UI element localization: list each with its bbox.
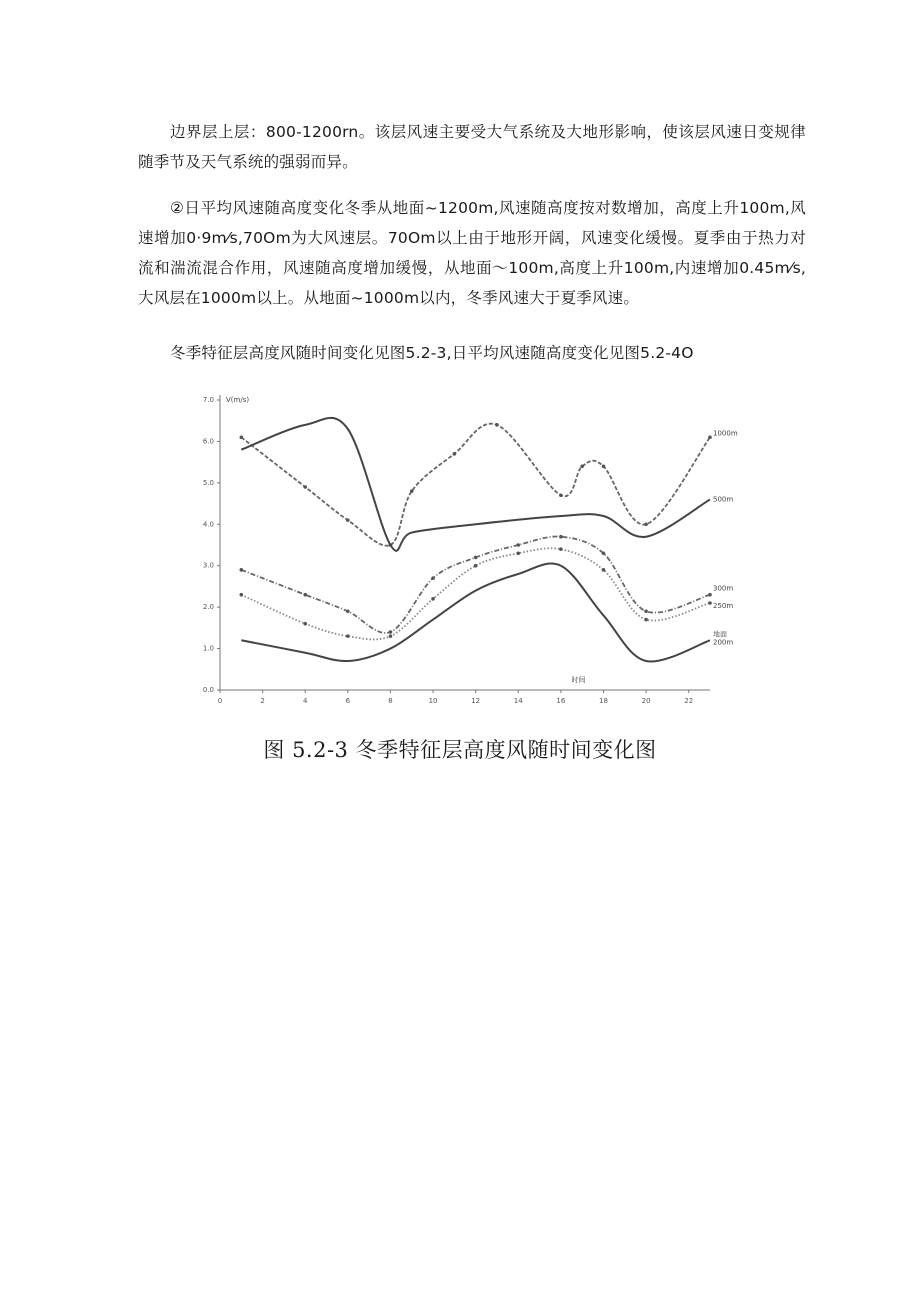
data-point bbox=[346, 518, 350, 522]
data-point bbox=[389, 630, 393, 634]
data-point bbox=[602, 551, 606, 555]
data-point bbox=[708, 435, 712, 439]
x-tick-label: 6 bbox=[345, 697, 351, 705]
data-point bbox=[303, 593, 307, 597]
data-point bbox=[708, 593, 712, 597]
x-axis-label: 时间 bbox=[571, 676, 586, 684]
y-tick-label: 2.0 bbox=[202, 603, 214, 612]
data-point bbox=[474, 556, 478, 560]
x-tick-label: 20 bbox=[641, 697, 651, 705]
data-point bbox=[602, 568, 606, 572]
series-label-地面: 地面 bbox=[713, 630, 727, 639]
x-tick-label: 12 bbox=[471, 697, 481, 705]
paragraph-wind-speed-height: ②日平均风速随高度变化冬季从地面~1200m,风速随高度按对数增加，高度上升100m,风速增加0·9m⁄s,70Om为大风速层。70Om以上由于地形开阔，风速变化缓慢。夏季由于热力对流和湍流混合作用，风速随高度增加缓慢，从地面～100m,高度上升100m,内速增加0.45m⁄s,大风层在1000m以上。从地面~1000m以内，冬季风速大于夏季风速。 bbox=[138, 199, 806, 307]
y-axis-label: V(m/s) bbox=[226, 396, 250, 404]
data-point bbox=[559, 493, 563, 497]
data-point bbox=[580, 464, 584, 468]
data-point bbox=[708, 601, 712, 605]
y-tick-label: 0.0 bbox=[202, 686, 214, 694]
data-point bbox=[559, 535, 563, 539]
data-point bbox=[303, 485, 307, 489]
x-tick-label: 22 bbox=[684, 697, 694, 705]
wind-speed-chart-svg bbox=[190, 380, 738, 720]
y-tick-label: 3.0 bbox=[202, 561, 214, 570]
wind-speed-chart bbox=[190, 380, 738, 720]
data-point bbox=[431, 576, 435, 580]
data-point bbox=[644, 618, 648, 622]
series-line-250m bbox=[241, 548, 710, 639]
x-tick-label: 8 bbox=[388, 697, 393, 705]
data-point bbox=[453, 452, 457, 456]
y-tick-label: 6.0 bbox=[202, 437, 214, 446]
x-tick-label: 10 bbox=[428, 697, 438, 705]
data-point bbox=[303, 622, 307, 626]
x-tick-label: 2 bbox=[260, 697, 265, 705]
y-tick-label: 5.0 bbox=[202, 478, 214, 487]
data-point bbox=[516, 543, 520, 547]
x-tick-label: 0 bbox=[217, 697, 223, 705]
x-tick-label: 4 bbox=[302, 697, 308, 705]
data-point bbox=[559, 547, 563, 551]
data-point bbox=[516, 551, 520, 555]
x-tick-label: 18 bbox=[599, 697, 608, 705]
figure-caption: 图 5.2-3 冬季特征层高度风随时间变化图 bbox=[263, 738, 657, 762]
data-point bbox=[644, 522, 648, 526]
series-label-1000m: 1000m bbox=[713, 429, 738, 438]
data-point bbox=[495, 423, 499, 427]
series-label-250m: 250m bbox=[713, 602, 734, 610]
series-line-1000m bbox=[241, 424, 710, 546]
data-point bbox=[410, 489, 414, 493]
data-point bbox=[431, 597, 435, 601]
data-point bbox=[346, 609, 350, 613]
data-point bbox=[602, 464, 606, 468]
data-point bbox=[240, 435, 244, 439]
data-point bbox=[240, 568, 244, 572]
series-extra-label: 200m bbox=[713, 638, 734, 647]
y-tick-label: 4.0 bbox=[202, 520, 214, 529]
data-point bbox=[474, 564, 478, 568]
series-line-500m bbox=[241, 418, 710, 551]
series-line-300m bbox=[241, 537, 710, 633]
x-tick-label: 14 bbox=[513, 697, 523, 705]
series-label-500m: 500m bbox=[713, 495, 734, 504]
series-label-300m: 300m bbox=[713, 584, 734, 593]
paragraph-figure-reference: 冬季特征层高度风随时间变化见图5.2-3,日平均风速随高度变化见图5.2-4O bbox=[170, 344, 694, 362]
series-line-地面 bbox=[241, 563, 710, 661]
x-tick-label: 16 bbox=[556, 697, 566, 705]
data-point bbox=[346, 634, 350, 638]
y-tick-label: 1.0 bbox=[202, 644, 214, 653]
paragraph-upper-boundary-layer: 边界层上层：800-1200rn。该层风速主要受大气系统及大地形影响，使该层风速日变规律随季节及天气系统的强弱而异。 bbox=[138, 123, 806, 171]
data-point bbox=[240, 593, 244, 597]
y-tick-label: 7.0 bbox=[202, 396, 214, 404]
data-point bbox=[644, 609, 648, 613]
data-point bbox=[389, 634, 393, 638]
